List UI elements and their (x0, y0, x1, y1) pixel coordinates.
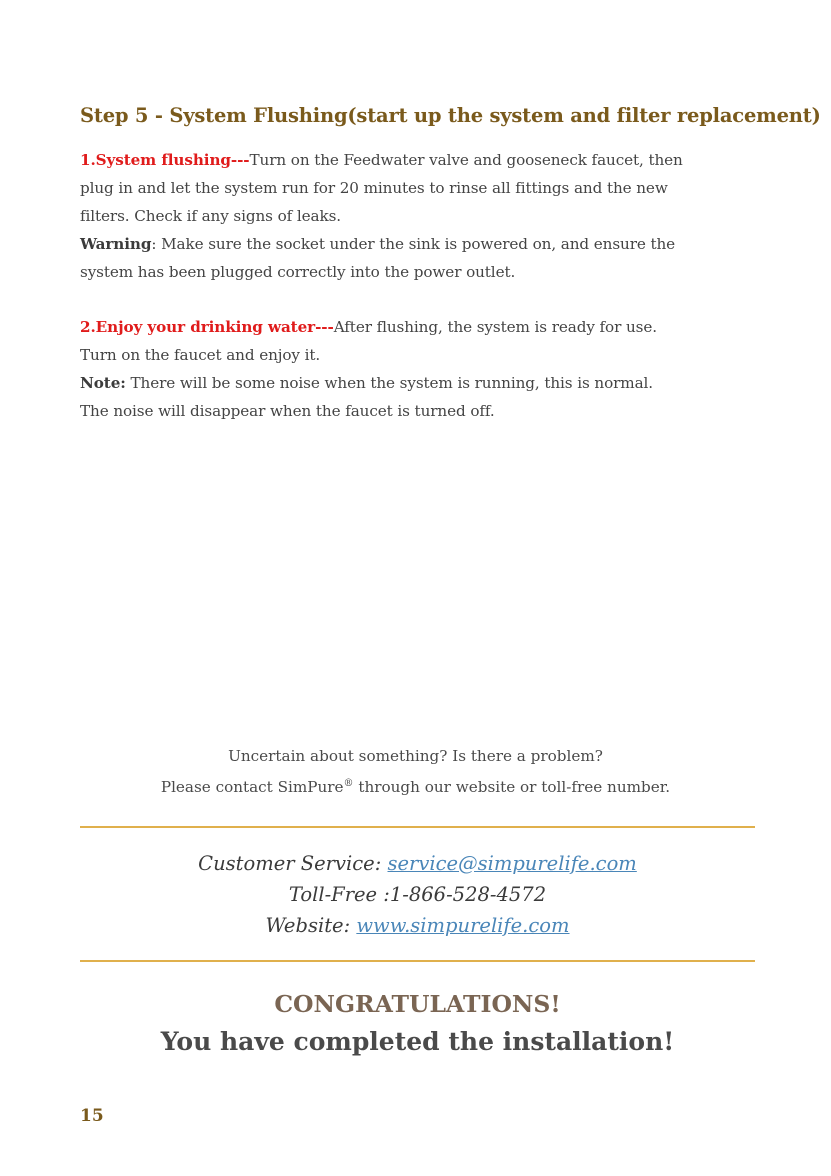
enjoy-water-label: 2.Enjoy your drinking water--- (80, 318, 334, 336)
website-label: Website: (265, 914, 357, 937)
customer-service-label: Customer Service: (198, 852, 388, 875)
website-line (0, 910, 831, 941)
system-flushing-text-1: Turn on the Feedwater valve and gooseneck faucet, then (249, 151, 683, 169)
warning-label: Warning (80, 235, 152, 253)
note-label: Note: (80, 374, 126, 392)
toll-free-line: Toll-Free :1-866-528-4572 (288, 883, 547, 906)
system-flushing-block (80, 146, 760, 286)
divider-top (80, 826, 755, 828)
customer-service-email-link[interactable]: service@simpurelife.com (387, 852, 637, 875)
completed-message: You have completed the installation! (160, 1027, 675, 1056)
system-flushing-text-3: filters. Check if any signs of leaks. (80, 207, 342, 225)
system-flushing-text-2: plug in and let the system run for 20 minutes to rinse all fittings and the new (80, 179, 668, 197)
divider-bottom (80, 960, 755, 962)
enjoy-water-block (80, 313, 760, 425)
congratulations-heading: CONGRATULATIONS! (274, 990, 561, 1018)
section-heading: Step 5 - System Flushing(start up the system and filter replacement) (80, 104, 821, 127)
warning-text-1: : Make sure the socket under the sink is powered on, and ensure the (151, 235, 676, 253)
registered-mark: ® (343, 778, 354, 789)
contact-question: Uncertain about something? Is there a problem? (228, 747, 603, 765)
website-link[interactable]: www.simpurelife.com (356, 914, 570, 937)
enjoy-water-text-2: Turn on the faucet and enjoy it. (80, 346, 321, 364)
note-text-2: The noise will disappear when the faucet is turned off. (80, 402, 495, 420)
page-number: 15 (80, 1106, 104, 1126)
contact-instruction (0, 770, 831, 801)
contact-suffix: through our website or toll-free number. (353, 778, 671, 797)
customer-service-line (0, 848, 831, 879)
enjoy-water-text-1: After flushing, the system is ready for use. (333, 318, 657, 336)
note-text-1: There will be some noise when the system is running, this is normal. (125, 374, 654, 392)
system-flushing-label: 1.System flushing--- (80, 151, 250, 169)
warning-text-2: system has been plugged correctly into the power outlet. (80, 263, 516, 281)
contact-prefix: Please contact SimPure (160, 778, 344, 797)
